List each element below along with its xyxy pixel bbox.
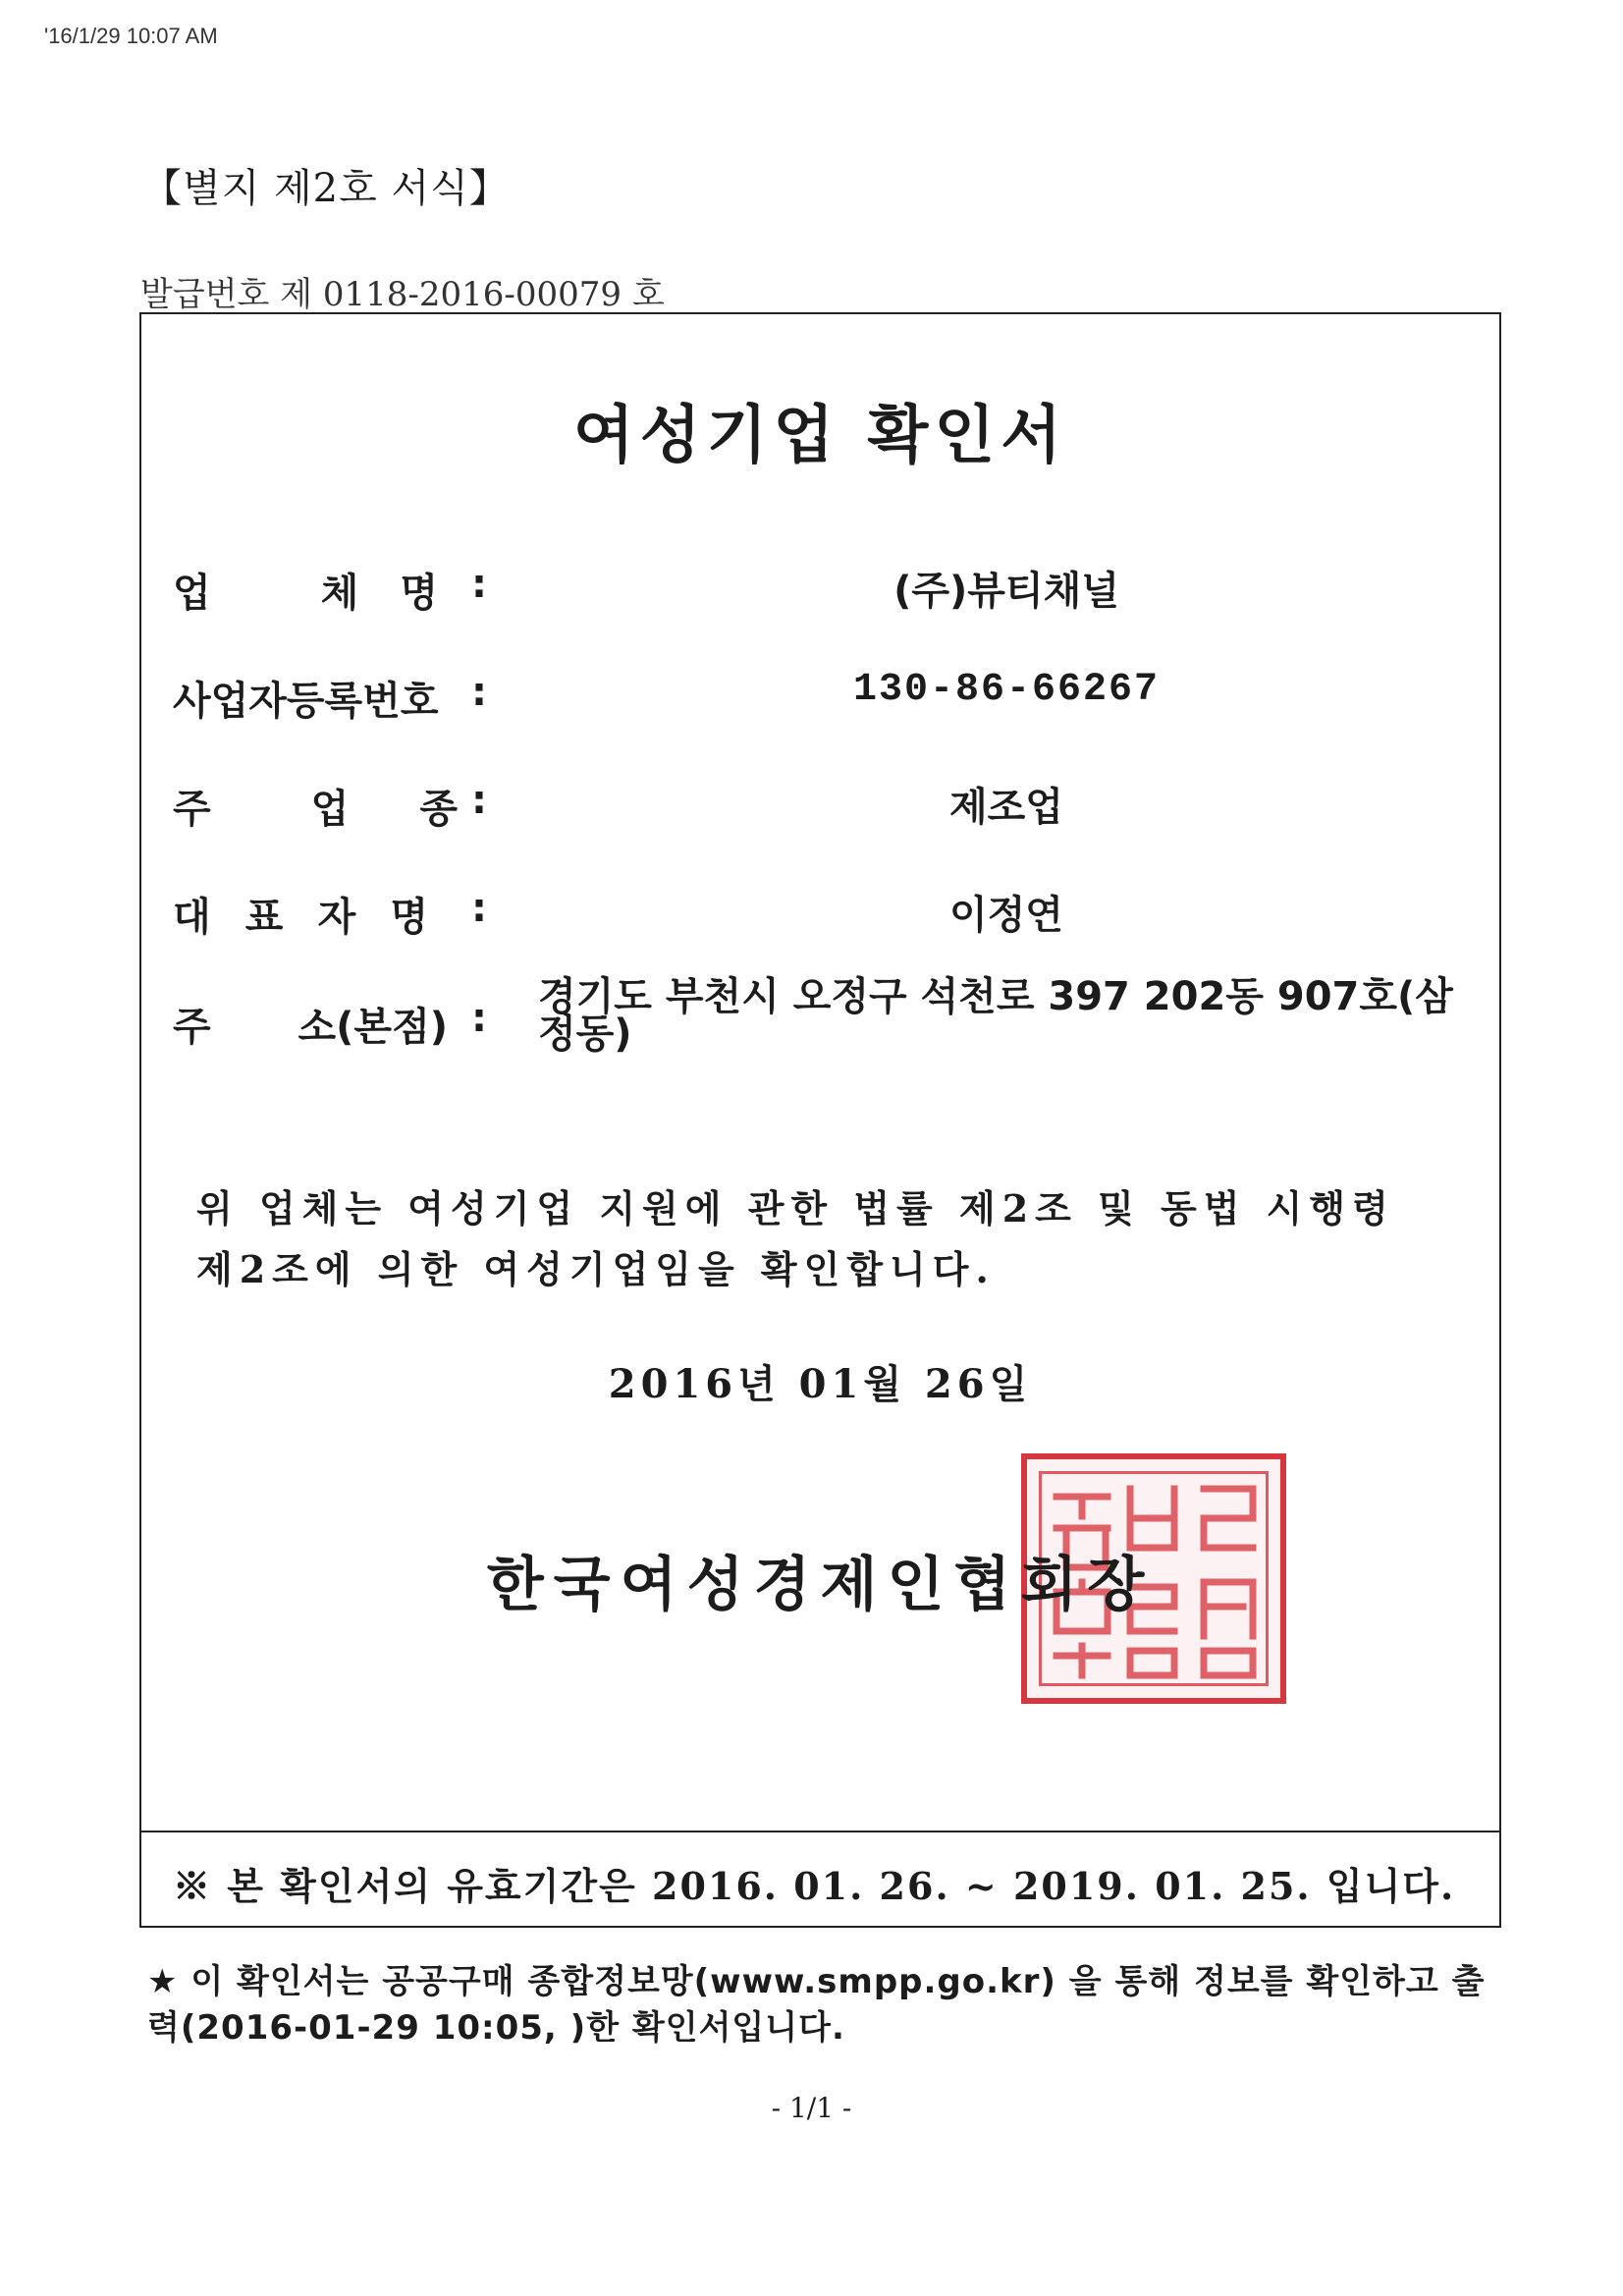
form-label: 【별지 제2호 서식】 [142, 166, 510, 211]
page-number: - 1/1 - [771, 2092, 852, 2124]
field-label-company-name: 업 체 명 : [173, 562, 487, 616]
certificate-frame [139, 312, 1501, 1928]
field-label-main-industry: 주 업 종 : [173, 778, 487, 832]
field-value-address: 경기도 부천시 오정구 석천로 397 202동 907호(삼정동) [538, 974, 1453, 1057]
issuer-name: 한국여성경제인협회장 [486, 1551, 1155, 1619]
certificate-title: 여성기업 확인서 [572, 400, 1068, 472]
frame-divider [139, 1831, 1501, 1832]
field-label-business-reg-no: 사업자등록번호 : [173, 670, 487, 724]
field-label-address: 주 소(본점) : [173, 996, 487, 1050]
issue-number: 발급번호 제 0118-2016-00079 호 [140, 275, 665, 314]
field-value-business-reg-no: 130-86-66267 [852, 668, 1161, 712]
print-timestamp: '16/1/29 10:07 AM [44, 24, 218, 48]
field-value-main-industry: 제조업 [949, 785, 1063, 830]
field-value-company-name: (주)뷰티채널 [893, 569, 1119, 614]
validity-period: ※ 본 확인서의 유효기간은 2016. 01. 26. ~ 2019. 01. 25. 입니다. [173, 1864, 1456, 1908]
field-label-representative: 대 표 자 명 : [173, 886, 487, 940]
issue-date: 2016년 01월 26일 [608, 1361, 1033, 1407]
footnote: ★ 이 확인서는 공공구매 종합정보망(www.smpp.go.kr) 을 통해 정보를 확인하고 출력(2016-01-29 10:05, )한 확인서입니다. [147, 1962, 1486, 2048]
confirmation-statement: 위 업체는 여성기업 지원에 관한 법률 제2조 및 동법 시행령 제2조에 의한 여성기업임을 확인합니다. [196, 1186, 1395, 1291]
field-value-representative: 이정연 [949, 893, 1063, 938]
